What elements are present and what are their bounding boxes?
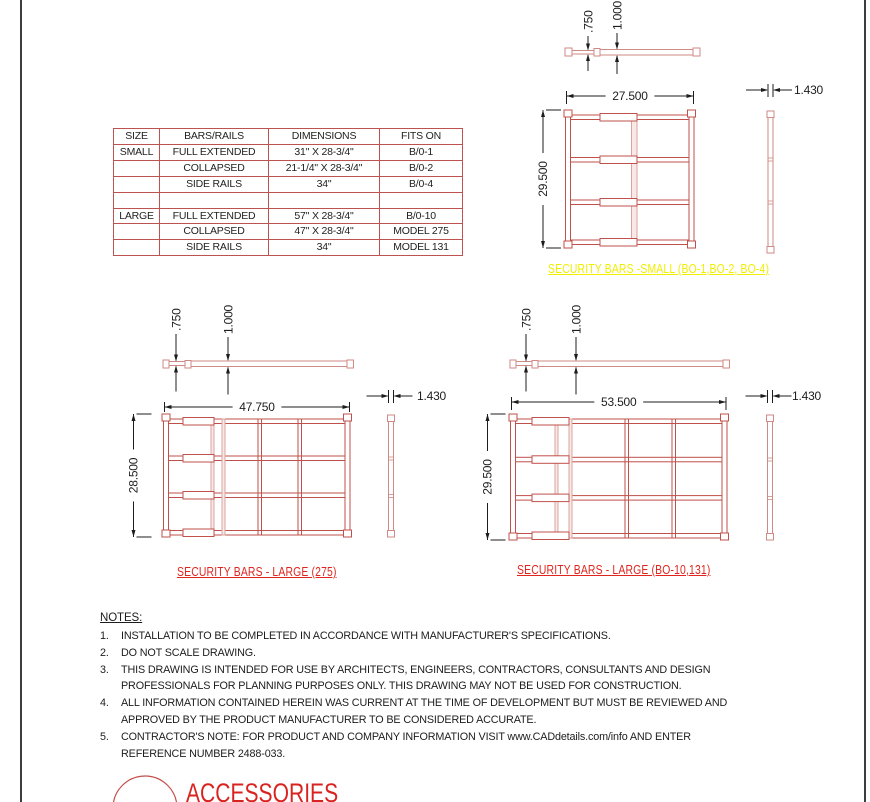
notes-section xyxy=(100,612,800,762)
table-cell: 21-1/4" X 28-3/4" xyxy=(269,160,380,176)
note-number: 4. xyxy=(100,697,109,710)
note-text: DO NOT SCALE DRAWING. xyxy=(121,646,256,659)
svg-text:1.000: 1.000 xyxy=(221,304,236,334)
svg-text:1.000: 1.000 xyxy=(610,0,625,30)
drawing-security-bars-small xyxy=(536,0,824,253)
table-cell: MODEL 131 xyxy=(380,240,463,256)
col-header-size: SIZE xyxy=(114,129,160,145)
svg-text:1.000: 1.000 xyxy=(569,304,584,334)
note-item xyxy=(100,628,800,645)
title-circle xyxy=(110,774,182,802)
drawing-label-large-bo10-131: SECURITY BARS - LARGE (BO-10,131) xyxy=(517,562,711,577)
table-cell: 47" X 28-3/4" xyxy=(269,224,380,240)
note-number: 2. xyxy=(100,646,109,659)
drawing-label-small: SECURITY BARS -SMALL (BO-1,BO-2, BO-4) xyxy=(548,261,770,276)
table-cell: B/0-1 xyxy=(380,144,463,160)
note-text: THIS DRAWING IS INTENDED FOR USE BY ARCHITECTS, ENGINEERS, CONTRACTORS, CONSULTANTS AND DESIGN PROFESSIONALS FOR PLANNING PURPOSES ONLY. THIS DRAWING MAY NOT BE USED FOR CONSTRUCTION. xyxy=(121,663,711,693)
table-cell: FULL EXTENDED xyxy=(160,208,269,224)
note-text: ALL INFORMATION CONTAINED HEREIN WAS CURRENT AT THE TIME OF DEVELOPMENT BUT MUST BE REVIEWED AND APPROVED BY THE PRODUCT MANUFACTURER TO BE CONSIDERED ACCURATE. xyxy=(121,697,728,726)
col-header-fits-on: FITS ON xyxy=(380,129,463,145)
svg-text:.750: .750 xyxy=(169,308,184,331)
notes-list xyxy=(100,628,800,762)
col-header-bars-rails: BARS/RAILS xyxy=(160,129,269,145)
svg-text:27.500: 27.500 xyxy=(612,89,648,103)
drawing-label-large-275: SECURITY BARS - LARGE (275) xyxy=(177,564,337,579)
table-cell: 34" xyxy=(269,176,380,192)
table-cell: LARGE xyxy=(114,208,160,224)
svg-text:28.500: 28.500 xyxy=(126,457,141,494)
note-item xyxy=(100,729,800,763)
svg-text:1.430: 1.430 xyxy=(792,389,822,403)
svg-text:29.500: 29.500 xyxy=(480,459,495,495)
svg-text:53.500: 53.500 xyxy=(600,395,637,409)
note-text: CONTRACTOR'S NOTE: FOR PRODUCT AND COMPANY INFORMATION VISIT www.CADdetails.com/info AND ENTER REFERENCE NUMBER 2488-033. xyxy=(121,730,691,760)
table-cell: SIDE RAILS xyxy=(160,240,269,256)
table-cell: SMALL xyxy=(114,144,160,160)
svg-text:.750: .750 xyxy=(581,10,596,33)
svg-text:1.430: 1.430 xyxy=(794,83,824,97)
table-cell: MODEL 275 xyxy=(380,224,463,240)
table-cell: FULL EXTENDED xyxy=(160,144,269,160)
note-text: INSTALLATION TO BE COMPLETED IN ACCORDANCE WITH MANUFACTURER'S SPECIFICATIONS. xyxy=(121,630,611,642)
drawing-security-bars-large-275 xyxy=(127,304,447,537)
drawing-security-bars-large-bo10-131 xyxy=(481,304,822,540)
table-cell: 34" xyxy=(269,240,380,256)
svg-text:1.430: 1.430 xyxy=(417,389,447,403)
title-circle-arc xyxy=(113,776,177,802)
note-number: 3. xyxy=(100,663,109,676)
table-cell: B/0-2 xyxy=(380,160,463,176)
col-header-dimensions: DIMENSIONS xyxy=(269,129,380,145)
note-item xyxy=(100,645,800,662)
note-number: 1. xyxy=(100,630,109,642)
notes-title: NOTES: xyxy=(100,612,143,624)
svg-text:.750: .750 xyxy=(519,308,534,331)
note-item xyxy=(100,695,800,729)
accessories-title: ACCESSORIES xyxy=(186,778,339,802)
table-cell: COLLAPSED xyxy=(160,224,269,240)
table-cell: B/0-10 xyxy=(380,208,463,224)
table-cell: SIDE RAILS xyxy=(160,176,269,192)
svg-text:29.500: 29.500 xyxy=(536,161,550,197)
table-cell: 31" X 28-3/4" xyxy=(269,144,380,160)
note-item xyxy=(100,662,800,696)
table-cell: B/0-4 xyxy=(380,176,463,192)
table-cell: 57" X 28-3/4" xyxy=(269,208,380,224)
svg-text:47.750: 47.750 xyxy=(239,400,275,414)
table-cell: COLLAPSED xyxy=(160,160,269,176)
note-number: 5. xyxy=(100,730,109,743)
